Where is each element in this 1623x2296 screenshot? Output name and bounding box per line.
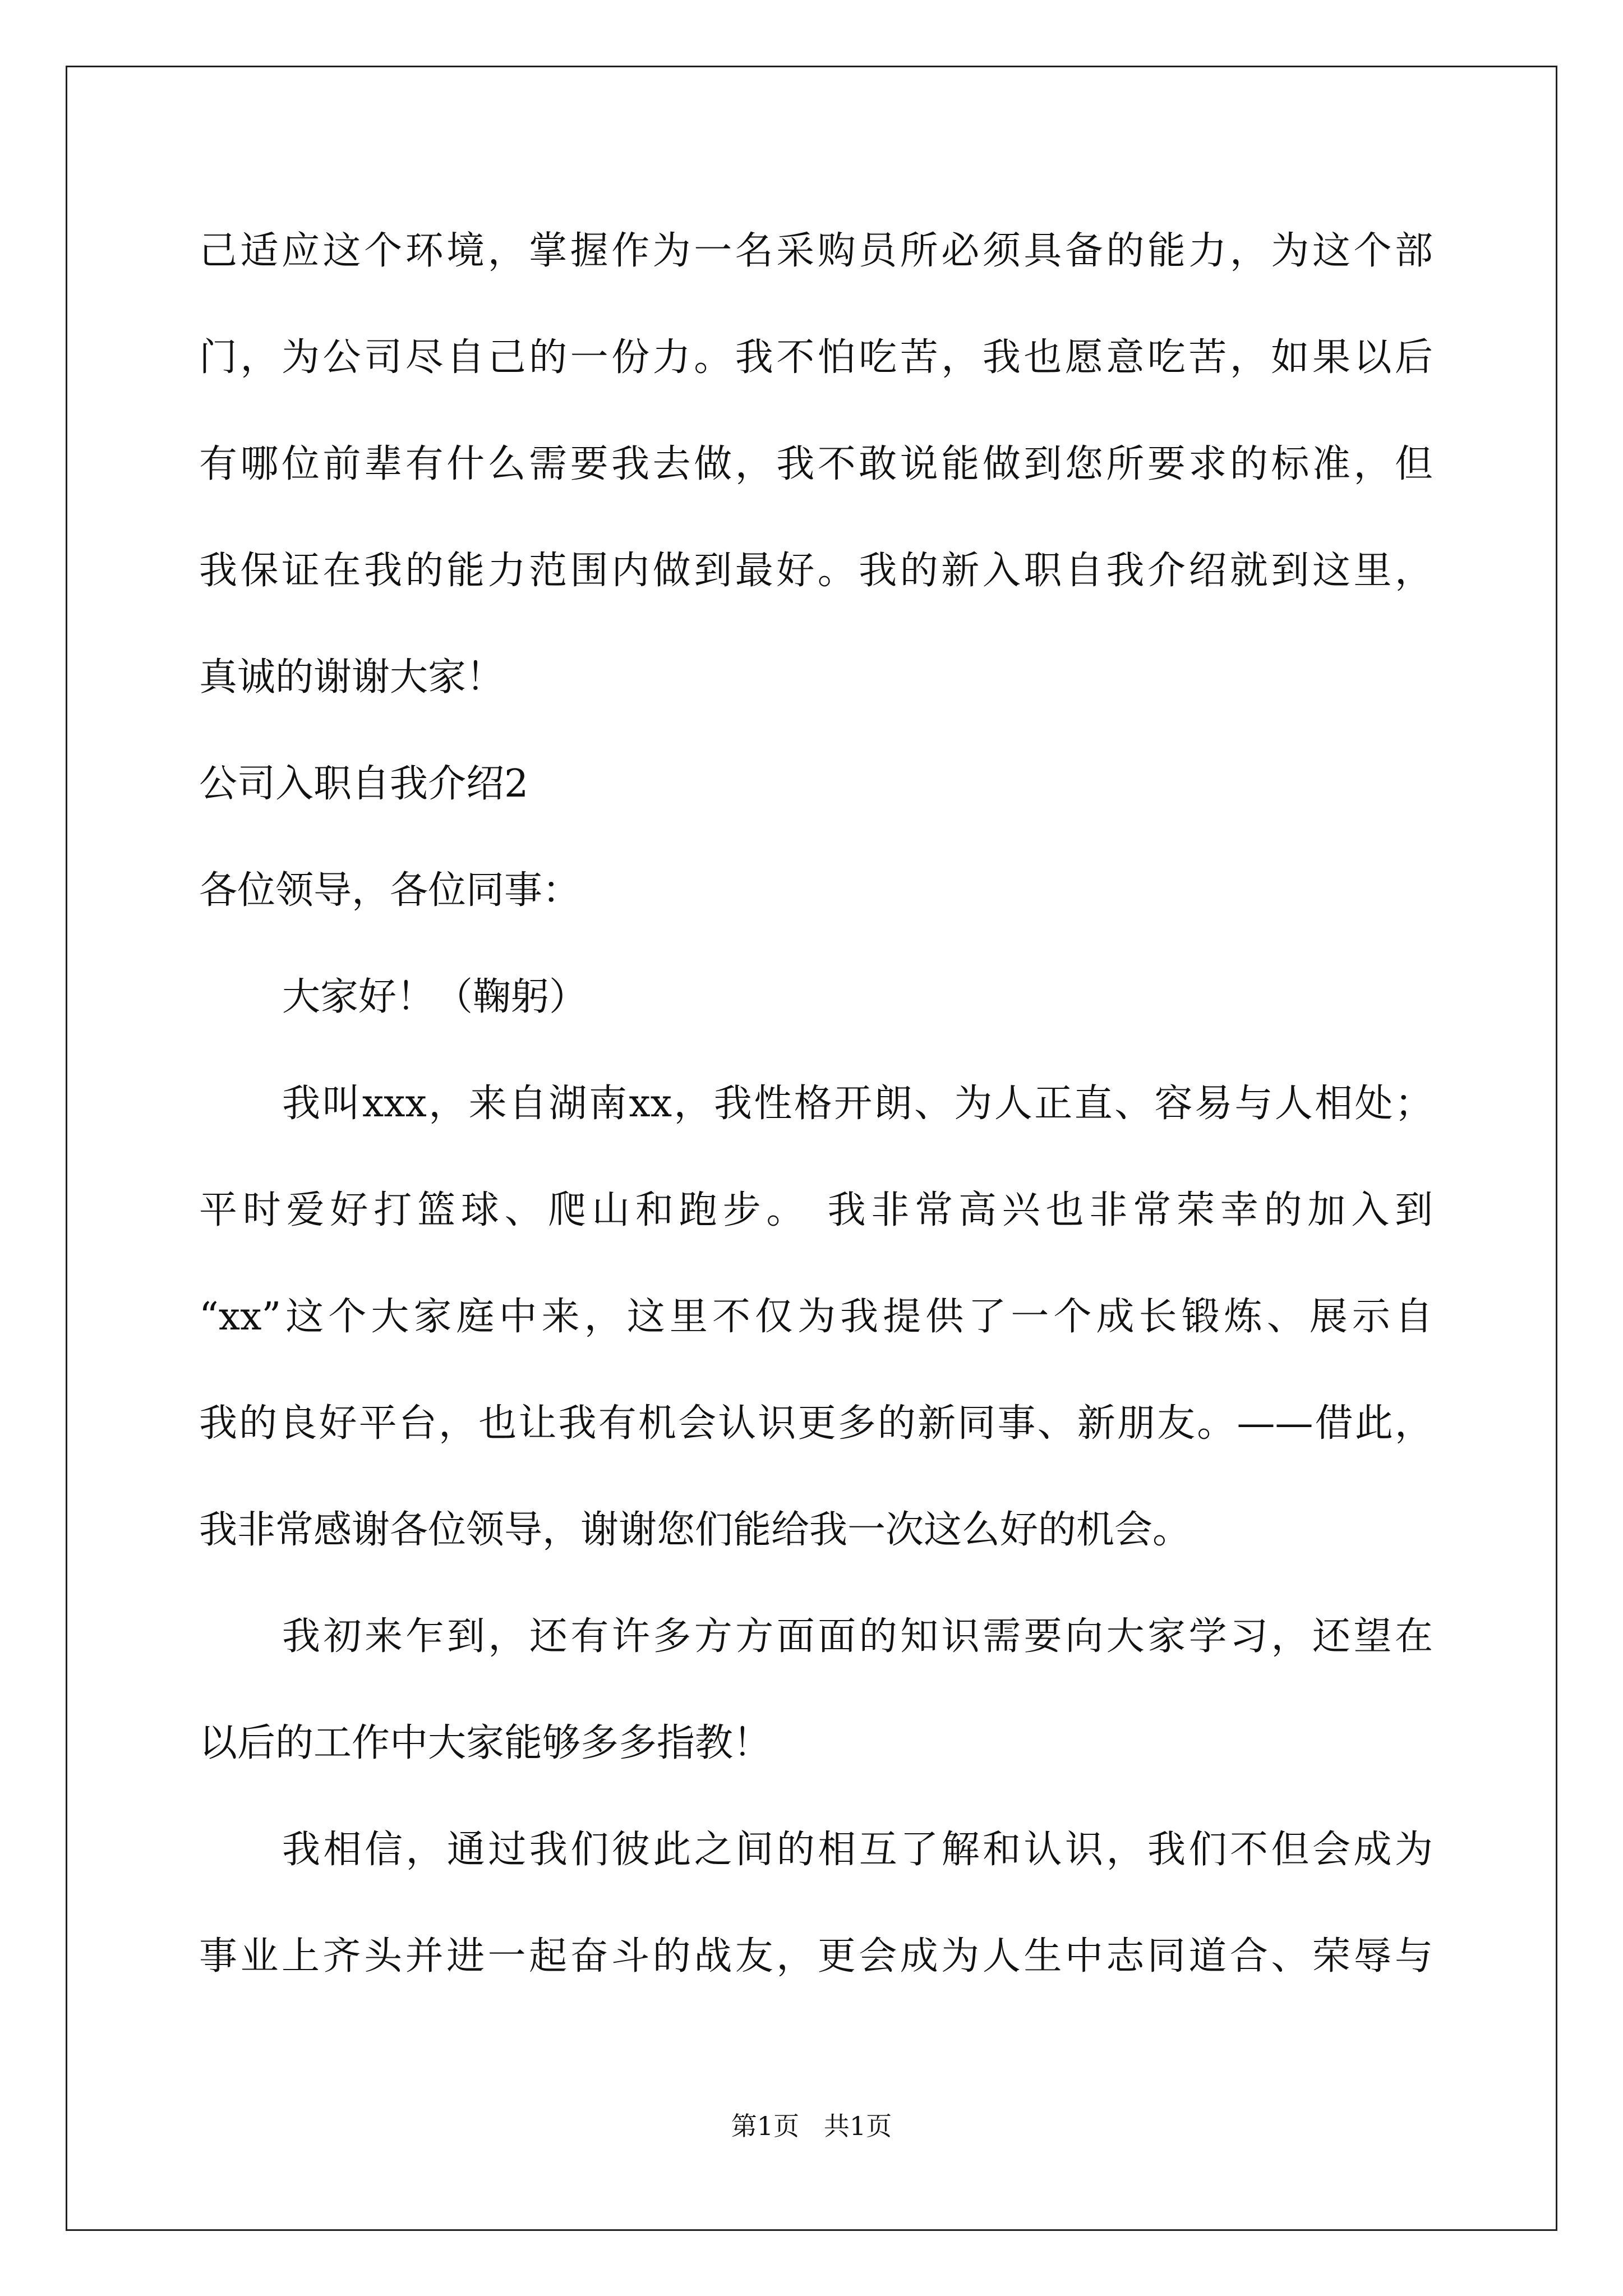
paragraph-line: 我非常感谢各位领导，谢谢您们能给我一次这么好的机会。 <box>199 1508 1191 1552</box>
paragraph-line: “xx”这个大家庭中来，这里不仅为我提供了一个成长锻炼、展示自 <box>199 1295 1433 1339</box>
paragraph-line: 事业上齐头并进一起奋斗的战友，更会成为人生中志同道合、荣辱与 <box>199 1934 1433 1978</box>
section-title: 公司入职自我介绍2 <box>199 762 529 806</box>
paragraph-line: 平时爱好打篮球、爬山和跑步。 我非常高兴也非常荣幸的加入到 <box>199 1188 1433 1232</box>
paragraph-line: 有哪位前辈有什么需要我去做，我不敢说能做到您所要求的标准，但 <box>199 442 1433 486</box>
paragraph-line: 真诚的谢谢大家！ <box>199 655 505 700</box>
salutation: 各位领导，各位同事： <box>199 868 581 913</box>
paragraph-line: 门，为公司尽自己的一份力。我不怕吃苦，我也愿意吃苦，如果以后 <box>199 335 1433 380</box>
paragraph-line: 我相信，通过我们彼此之间的相互了解和认识，我们不但会成为 <box>282 1828 1433 1872</box>
page-frame <box>66 66 1557 2231</box>
paragraph-line: 我叫xxx，来自湖南xx，我性格开朗、为人正直、容易与人相处； <box>282 1082 1433 1126</box>
greeting-line: 大家好！（鞠躬） <box>282 975 588 1019</box>
paragraph-line: 我保证在我的能力范围内做到最好。我的新入职自我介绍就到这里， <box>199 549 1433 593</box>
paragraph-line: 己适应这个环境，掌握作为一名采购员所必须具备的能力，为这个部 <box>199 229 1433 273</box>
paragraph-line: 以后的工作中大家能够多多指教！ <box>199 1721 772 1765</box>
page-footer: 第1页 共1页 <box>731 2111 892 2141</box>
paragraph-line: 我的良好平台，也让我有机会认识更多的新同事、新朋友。——借此， <box>199 1401 1433 1446</box>
paragraph-line: 我初来乍到，还有许多方方面面的知识需要向大家学习，还望在 <box>282 1614 1433 1659</box>
